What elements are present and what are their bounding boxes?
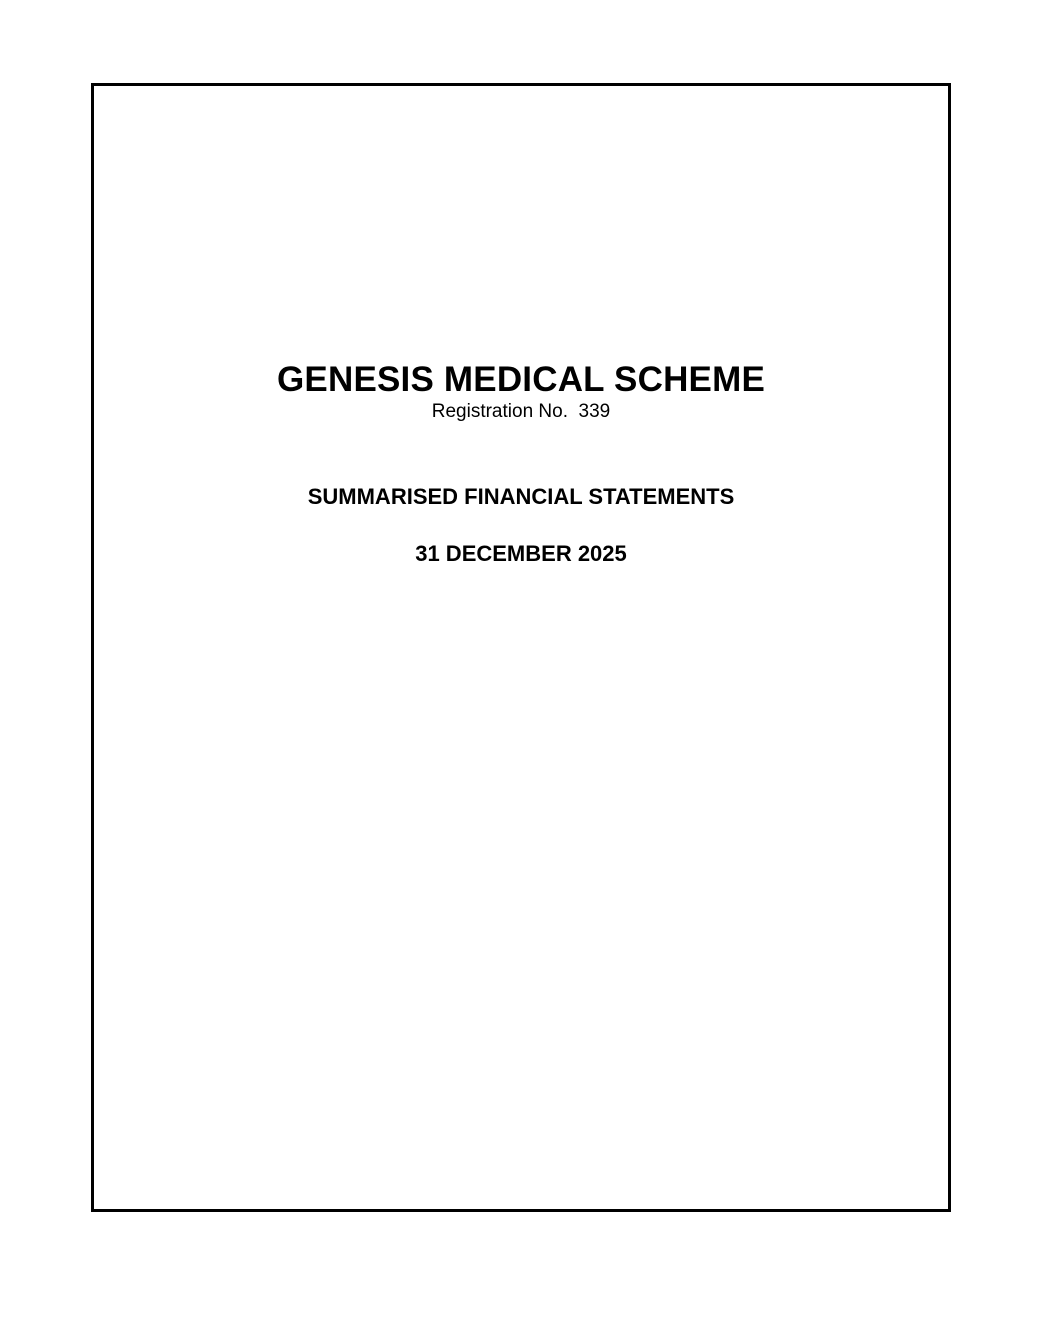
cover-title-block [91,0,951,1344]
scheme-name-heading: GENESIS MEDICAL SCHEME [277,360,765,399]
statement-date: 31 DECEMBER 2025 [415,541,627,566]
registration-number: Registration No. 339 [431,401,611,422]
document-subtitle: SUMMARISED FINANCIAL STATEMENTS [307,484,735,509]
